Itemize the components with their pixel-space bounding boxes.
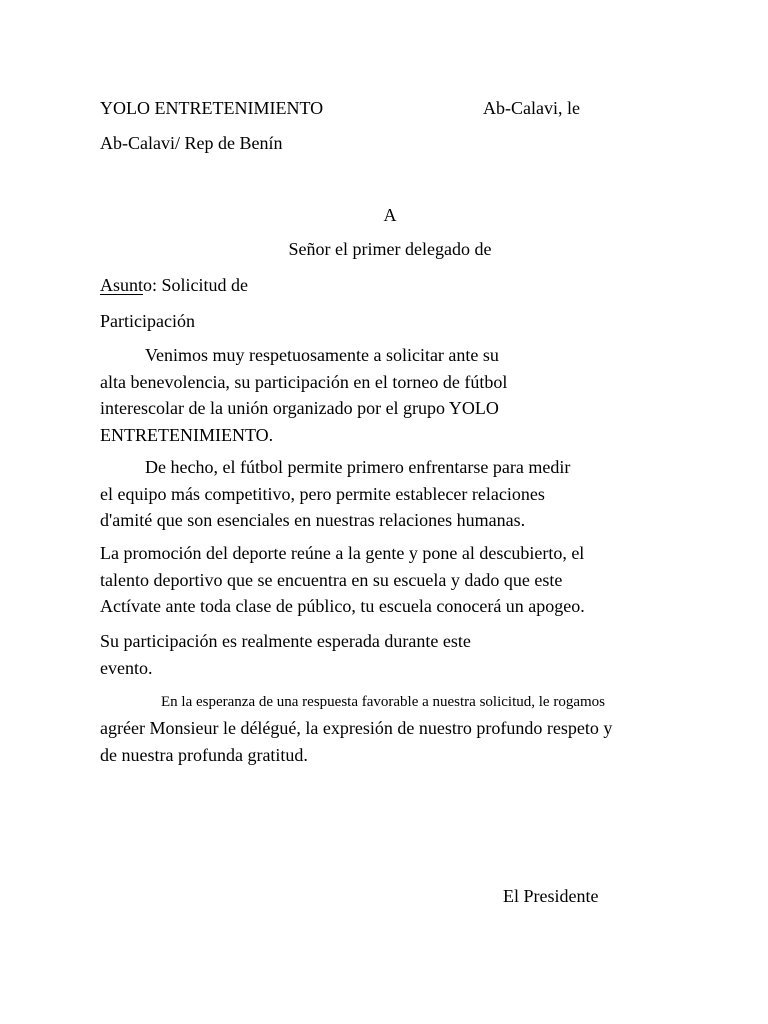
paragraph-5-first-line: En la esperanza de una respuesta favorable a nuestra solicitud, le rogamos: [161, 694, 605, 710]
paragraph-3: [100, 540, 585, 620]
paragraph-4: [100, 628, 471, 681]
paragraph-1-line: interescolar de la unión organizado por el grupo YOLO: [100, 398, 499, 418]
paragraph-2-line: el equipo más competitivo, pero permite establecer relaciones: [100, 483, 545, 504]
sender-address: Ab-Calavi/ Rep de Benín: [100, 133, 283, 153]
paragraph-1-line: Venimos muy respetuosamente a solicitar ante su: [145, 345, 499, 365]
paragraph-4-line: evento.: [100, 657, 153, 678]
paragraph-4-line: Su participación es realmente esperada durante este: [100, 631, 471, 651]
paragraph-2-line: d'amité que son esenciales en nuestras relaciones humanas.: [100, 510, 526, 530]
subject-label-rest: o: Solicitud de: [143, 275, 249, 295]
paragraph-3-line: La promoción del deporte reúne a la gente y pone al descubierto, el: [100, 543, 585, 563]
company-name: YOLO ENTRETENIMIENTO: [100, 98, 324, 118]
subject-label-underlined: Asunt: [100, 275, 144, 295]
paragraph-3-line: Actívate ante toda clase de público, tu escuela conocerá un apogeo.: [100, 596, 585, 616]
paragraph-1-line: ENTRETENIMIENTO.: [100, 424, 274, 445]
paragraph-2-line: De hecho, el fútbol permite primero enfrentarse para medir: [145, 457, 571, 477]
paragraph-5-line: agréer Monsieur le délégué, la expresión de nuestro profundo respeto y: [100, 718, 613, 738]
paragraph-2: [100, 454, 570, 534]
place-date: Ab-Calavi, le: [483, 98, 580, 118]
subject-continuation: Participación: [100, 311, 195, 331]
recipient-name: Señor el primer delegado de: [288, 239, 492, 259]
signature: El Presidente: [503, 886, 599, 906]
paragraph-5: [100, 715, 612, 768]
paragraph-1: [100, 342, 507, 448]
paragraph-3-line: talento deportivo que se encuentra en su escuela y dado que este: [100, 569, 563, 590]
paragraph-1-line: alta benevolencia, su participación en el torneo de fútbol: [100, 371, 508, 392]
subject-line: [100, 272, 248, 298]
recipient-prefix: A: [383, 205, 397, 225]
paragraph-5-line: de nuestra profunda gratitud.: [100, 744, 308, 765]
